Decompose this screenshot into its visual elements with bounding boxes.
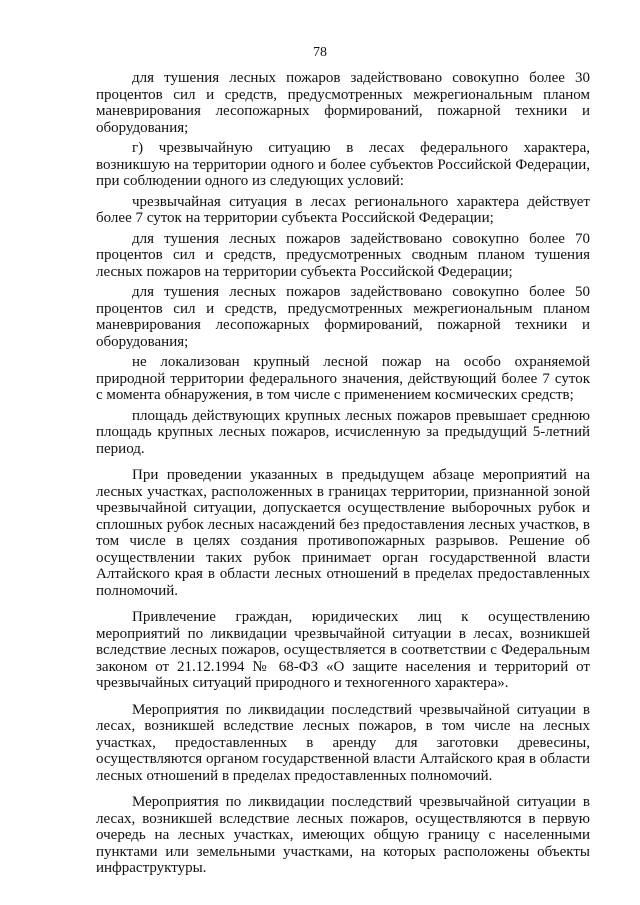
paragraph-citizens-involvement: Привлечение граждан, юридических лиц к осуществлению мероприятий по ликвидации чрезвычайной ситуации в лесах, возникшей вследствие лесных пожаров, осуществляется в соответствии с Федеральным законом от 21.12.1994 № 68-ФЗ «О защите населения и территорий от чрезвычайных ситуаций природного и техногенного характера».	[96, 609, 590, 691]
paragraph-firefighting-50-percent: для тушения лесных пожаров задействовано совокупно более 50 процентов сил и средств, предусмотренных межрегиональным планом маневрирования лесопожарных формирований, пожарной техники и оборудования;	[96, 284, 590, 350]
page-number: 78	[313, 45, 327, 60]
paragraph-firefighting-70-percent: для тушения лесных пожаров задействовано совокупно более 70 процентов сил и средств, предусмотренных сводным планом тушения лесных пожаров на территории субъекта Российской Федерации;	[96, 230, 590, 280]
paragraph-firefighting-30-percent: для тушения лесных пожаров задействовано совокупно более 30 процентов сил и средств, предусмотренных межрегиональным планом маневрирования лесопожарных формирований, пожарной техники и оборудования;	[96, 70, 590, 136]
paragraph-regional-emergency-7-days: чрезвычайная ситуация в лесах регионального характера действует более 7 суток на территории субъекта Российской Федерации;	[96, 193, 590, 226]
document-body	[96, 70, 590, 881]
paragraph-aftermath-liquidation: Мероприятия по ликвидации последствий чрезвычайной ситуации в лесах, возникшей вследствие лесных пожаров, в том числе на лесных участках, предоставленных в аренду для заготовки древесины, осуществляются органом государственной власти Алтайского края в области лесных отношений в пределах предоставленных полномочий.	[96, 701, 590, 784]
paragraph-fire-area-average: площадь действующих крупных лесных пожаров превышает среднюю площадь крупных лесных пожаров, исчисленную за предыдущий 5-летний период.	[96, 407, 590, 457]
paragraph-logging-in-emergency-zone: При проведении указанных в предыдущем абзаце мероприятий на лесных участках, расположенных в границах территории, признанной зоной чрезвычайной ситуации, допускается осуществление выборочных рубок и сплошных рубок лесных насаждений без предоставления лесных участков, в том числе в целях создания противопожарных разрывов. Решение об осуществлении таких рубок принимает орган государственной власти Алтайского края в области лесных отношений в пределах предоставленных полномочий.	[96, 467, 590, 599]
paragraph-protected-area-fire: не локализован крупный лесной пожар на особо охраняемой природной территории федерального значения, действующий более 7 суток с момента обнаружения, в том числе с применением космических средств;	[96, 354, 590, 403]
paragraph-priority-areas: Мероприятия по ликвидации последствий чрезвычайной ситуации в лесах, возникшей вследствие лесных пожаров, осуществляются в первую очередь на лесных участках, имеющих общую границу с населенными пунктами или земельными участками, на которых расположены объекты инфраструктуры.	[96, 794, 590, 876]
paragraph-federal-emergency-conditions: г) чрезвычайную ситуацию в лесах федерального характера, возникшую на территории одного и более субъектов Российской Федерации, при соблюдении одного из следующих условий:	[96, 140, 590, 189]
